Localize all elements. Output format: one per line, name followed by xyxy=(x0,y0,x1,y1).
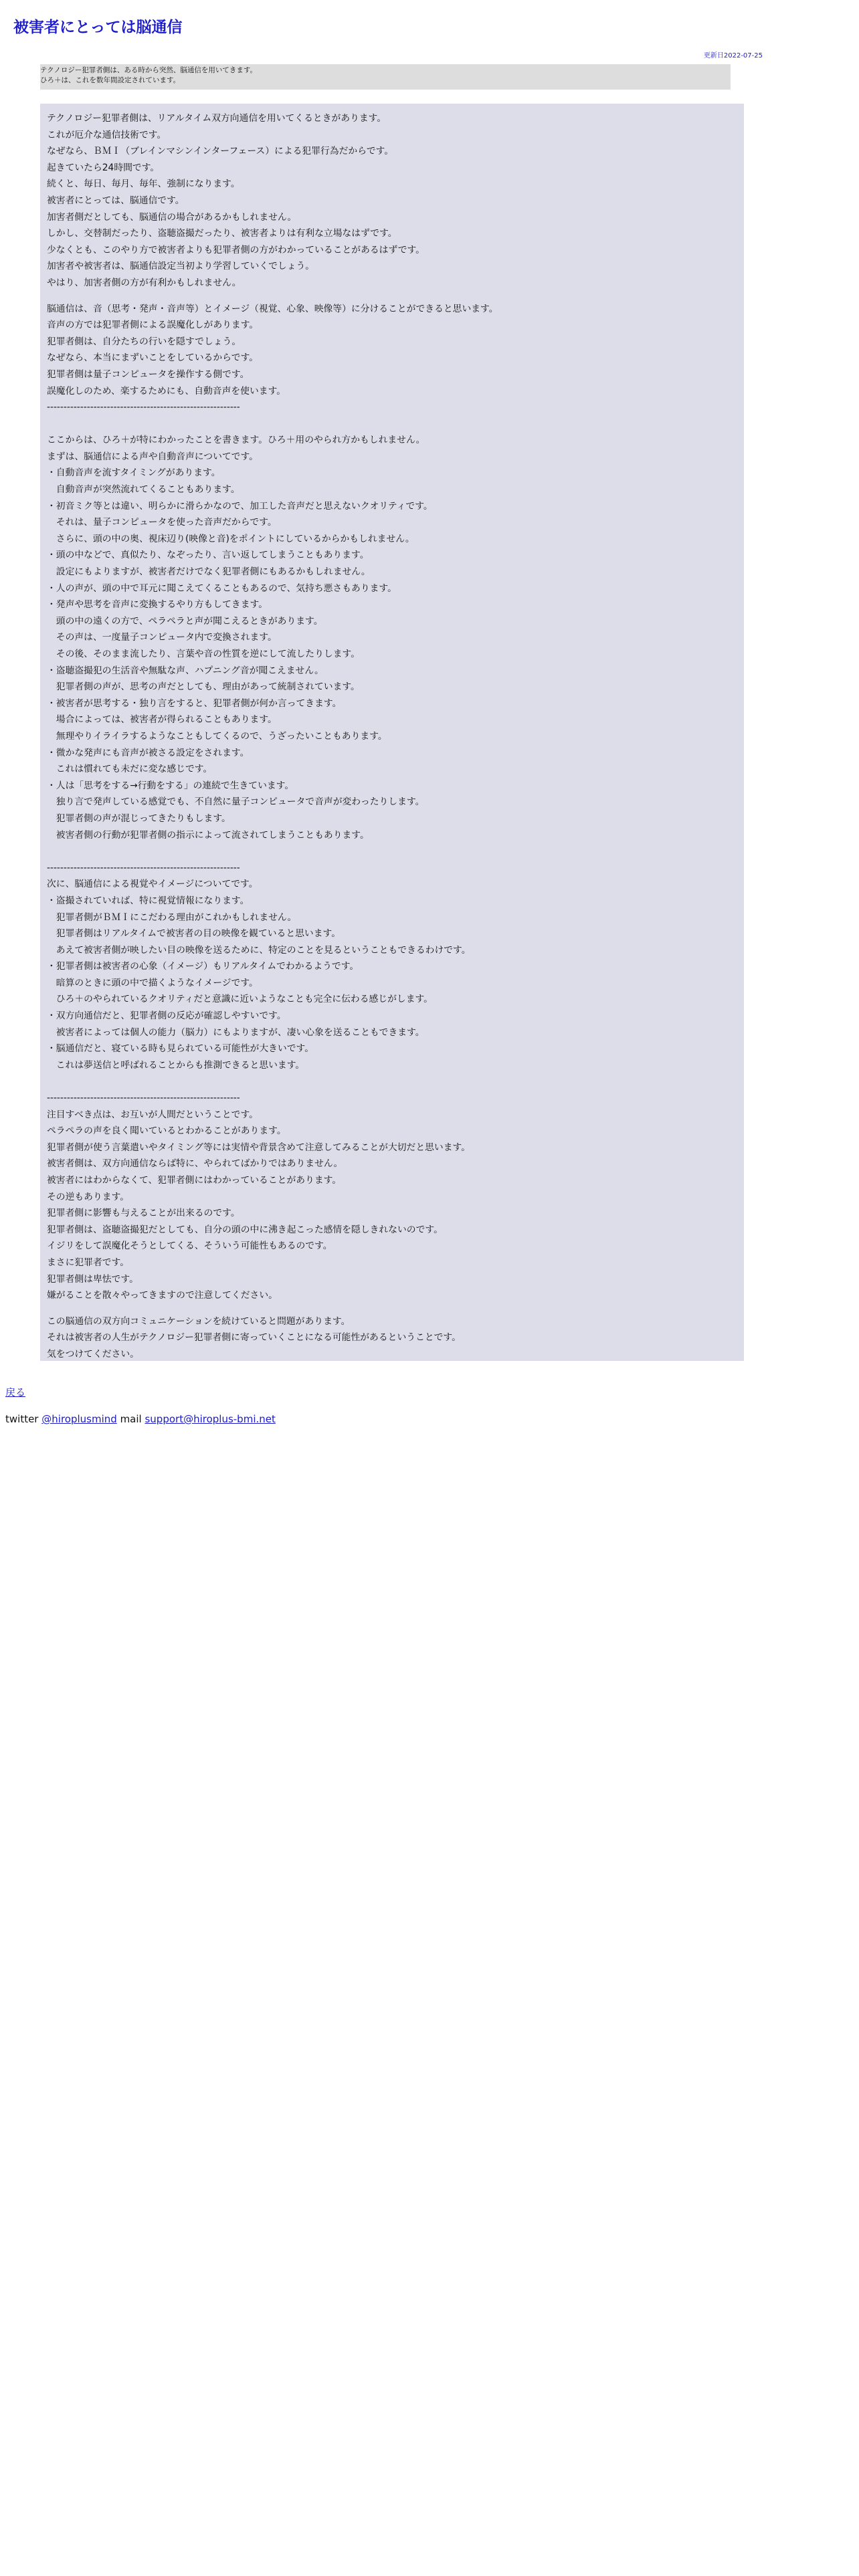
article-line: 場合によっては、被害者が得られることもあります。 xyxy=(47,714,277,726)
article-line: 犯罪者側はリアルタイムで被害者の目の映像を観ていると思います。 xyxy=(47,928,341,940)
section-divider: ---------------------------------------------------------- xyxy=(47,862,240,873)
article-paragraph xyxy=(47,1313,744,1363)
article-line: 設定にもよりますが、被害者だけでなく犯罪者側にもあるかもしれません。 xyxy=(47,566,371,578)
article-line: 自動音声が突然流れてくることもあります。 xyxy=(47,484,240,496)
article-line: これは夢送信と呼ばれることからも推測できると思います。 xyxy=(47,1059,305,1071)
twitter-label: twitter xyxy=(5,1413,39,1425)
article-line: あえて被害者側が映したい目の映像を送るために、特定のことを見るということもできるわけです。 xyxy=(47,944,471,956)
article-line: 独り言で発声している感覚でも、不自然に量子コンピュータで音声が変わったりします。 xyxy=(47,796,425,808)
footer xyxy=(5,1412,276,1426)
article-line: ・自動音声を流すタイミングがあります。 xyxy=(47,467,221,479)
article-line: ・微かな発声にも音声が被さる設定をされます。 xyxy=(47,747,250,758)
article-line: 無理やりイライラするようなこともしてくるので、うざったいこともあります。 xyxy=(47,730,387,742)
article-line: 頭の中の遠くの方で、ペラペラと声が聞こえるときがあります。 xyxy=(47,615,323,627)
section-divider: ---------------------------------------------------------- xyxy=(47,402,240,413)
article-line xyxy=(47,1073,744,1090)
article-line xyxy=(47,843,744,860)
article-body xyxy=(40,104,744,1361)
article-line: その声は、一度量子コンピュータ内で変換されます。 xyxy=(47,632,277,643)
article-line: テクノロジー犯罪者側は、リアルタイム双方向通信を用いてくるときがあります。 xyxy=(47,113,387,124)
article-line: 音声の方では犯罪者側による誤魔化しがあります。 xyxy=(47,320,259,331)
article-line: ここからは、ひろ＋が特にわかったことを書きます。ひろ＋用のやられ方かもしれません。 xyxy=(47,435,425,446)
article-line: これは慣れても未だに変な感じです。 xyxy=(47,764,213,775)
article-paragraph xyxy=(47,301,744,1304)
article-line: ・初音ミク等とは違い、明らかに滑らかなので、加工した音声だと思えないクオリティです。 xyxy=(47,500,433,512)
article-line: その逆もあります。 xyxy=(47,1191,130,1202)
article-line: 被害者側の行動が犯罪者側の指示によって流されてしまうこともあります。 xyxy=(47,829,369,841)
article-line: 犯罪者側は、自分たちの行いを隠すでしょう。 xyxy=(47,336,242,347)
article-line: 被害者にはわからなくて、犯罪者側にはわかっていることがあります。 xyxy=(47,1175,342,1186)
article-line: 起きていたら24時間です。 xyxy=(47,162,160,173)
section-divider: ---------------------------------------------------------- xyxy=(47,1093,240,1104)
summary-line: ひろ＋は、これを数年間設定されています。 xyxy=(40,76,181,84)
article-line: ・被害者が思考する・独り言をすると、犯罪者側が何か言ってきます。 xyxy=(47,697,342,709)
article-paragraph xyxy=(47,110,744,292)
article-line: ・発声や思考を音声に変換するやり方もしてきます。 xyxy=(47,599,268,611)
article-line: それは、量子コンピュータを使った音声だからです。 xyxy=(47,517,277,528)
article-line: これが厄介な通信技術です。 xyxy=(47,129,167,140)
article-line: 被害者によっては個人の能力（脳力）にもよりますが、凄い心象を送ることもできます。 xyxy=(47,1027,425,1038)
article-line: 犯罪者側がＢＭＩにこだわる理由がこれかもしれません。 xyxy=(47,911,297,923)
article-line: 犯罪者側は、盗聴盗撮犯だとしても、自分の頭の中に沸き起こった感情を隠しきれないのです。 xyxy=(47,1224,443,1235)
article-line: 犯罪者側の声が、思考の声だとしても、理由があって統制されています。 xyxy=(47,681,360,693)
article-line: なぜなら、ＢＭＩ（ブレインマシンインターフェース）による犯罪行為だからです。 xyxy=(47,146,394,157)
article-line: なぜなら、本当にまずいことをしているからです。 xyxy=(47,352,259,364)
article-line: 犯罪者側の声が混じってきたりもします。 xyxy=(47,813,231,824)
article-line: 加害者側だとしても、脳通信の場合があるかもしれません。 xyxy=(47,211,297,223)
article-line: ペラペラの声を良く聞いているとわかることがあります。 xyxy=(47,1125,286,1137)
article-line: 注目すべき点は、お互いが人間だということです。 xyxy=(47,1109,258,1120)
article-line: まずは、脳通信による声や自動音声についてです。 xyxy=(47,451,258,462)
article-line: しかし、交替制だったり、盗聴盗撮だったり、被害者よりは有利な立場なはずです。 xyxy=(47,228,397,239)
updated-date: 更新日2022-07-25 xyxy=(703,52,763,60)
article-line: さらに、頭の中の奥、視床辺り(映像と音)をポイントにしているからかもしれません。 xyxy=(47,533,415,544)
article-line: 加害者や被害者は、脳通信設定当初より学習していくでしょう。 xyxy=(47,261,315,272)
article-line: それは被害者の人生がテクノロジー犯罪者側に寄っていくことになる可能性があるということです。 xyxy=(47,1332,461,1344)
article-line: ・人は「思考をする→行動をする」の連続で生きています。 xyxy=(47,780,294,791)
article-line: ・頭の中などで、真似たり、なぞったり、言い返してしまうこともあります。 xyxy=(47,550,369,561)
article-line: その後、そのまま流したり、言葉や音の性質を逆にして流したりします。 xyxy=(47,649,360,659)
article-line: ・犯罪者側は被害者の心象（イメージ）もリアルタイムでわかるようです。 xyxy=(47,961,359,972)
summary-line: テクノロジー犯罪者側は、ある時から突然、脳通信を用いてきます。 xyxy=(40,66,258,74)
article-line: 誤魔化しのため、楽するためにも、自動音声を使います。 xyxy=(47,385,286,397)
article-line: 嫌がることを散々やってきますので注意してください。 xyxy=(47,1290,278,1301)
article-line: 犯罪者側が使う言葉遣いやタイミング等には実情や背景含めて注意してみることが大切だと思います。 xyxy=(47,1142,470,1153)
article-line: まさに犯罪者です。 xyxy=(47,1257,130,1268)
article-line: やはり、加害者側の方が有利かもしれません。 xyxy=(47,277,242,288)
article-line: イジリをして誤魔化そうとしてくる、そういう可能性もあるのです。 xyxy=(47,1241,332,1252)
article-line: ・人の声が、頭の中で耳元に聞こえてくることもあるので、気持ち悪さもあります。 xyxy=(47,582,397,594)
article-line: 犯罪者側に影響も与えることが出来るのです。 xyxy=(47,1208,240,1219)
page-title: 被害者にとっては脳通信 xyxy=(13,19,183,36)
article-line: ・脳通信だと、寝ている時も見られている可能性が大きいです。 xyxy=(47,1043,314,1055)
article-line: 次に、脳通信による視覚やイメージについてです。 xyxy=(47,879,258,890)
mail-link[interactable]: support@hiroplus-bmi.net xyxy=(145,1413,276,1425)
article-line: 気をつけてください。 xyxy=(47,1348,139,1360)
article-line: ひろ＋のやられているクオリティだと意識に近いようなことも完全に伝わる感じがします。 xyxy=(47,994,433,1005)
article-line: ・盗撮されていれば、特に視覚情報になります。 xyxy=(47,895,250,906)
article-line: この脳通信の双方向コミュニケーションを続けていると問題があります。 xyxy=(47,1315,351,1327)
article-line: 被害者にとっては、脳通信です。 xyxy=(47,195,185,206)
article-line: 続くと、毎日、毎月、毎年、強制になります。 xyxy=(47,179,240,190)
article-line: 暗算のときに頭の中で描くようなイメージです。 xyxy=(47,977,258,988)
article-line: 脳通信は、音（思考・発声・音声等）とイメージ（視覚、心象、映像等）に分けることができると思います。 xyxy=(47,303,498,314)
back-link[interactable]: 戻る xyxy=(5,1386,26,1398)
article-line: 被害者側は、双方向通信ならば特に、やられてばかりではありません。 xyxy=(47,1158,343,1170)
article-line xyxy=(47,416,744,433)
article-line: 犯罪者側は卑怯です。 xyxy=(47,1273,138,1285)
summary-box xyxy=(40,64,731,90)
twitter-link[interactable]: @hiroplusmind xyxy=(41,1413,117,1425)
article-line: ・盗聴盗撮犯の生活音や無駄な声、ハプニング音が聞こえません。 xyxy=(47,665,324,676)
article-line: ・双方向通信だと、犯罪者側の反応が確認しやすいです。 xyxy=(47,1010,286,1022)
article-line: 犯罪者側は量子コンピュータを操作する側です。 xyxy=(47,368,250,380)
mail-label: mail xyxy=(120,1413,142,1425)
article-line: 少なくとも、このやり方で被害者よりも犯罪者側の方がわかっていることがあるはずです。 xyxy=(47,244,425,255)
